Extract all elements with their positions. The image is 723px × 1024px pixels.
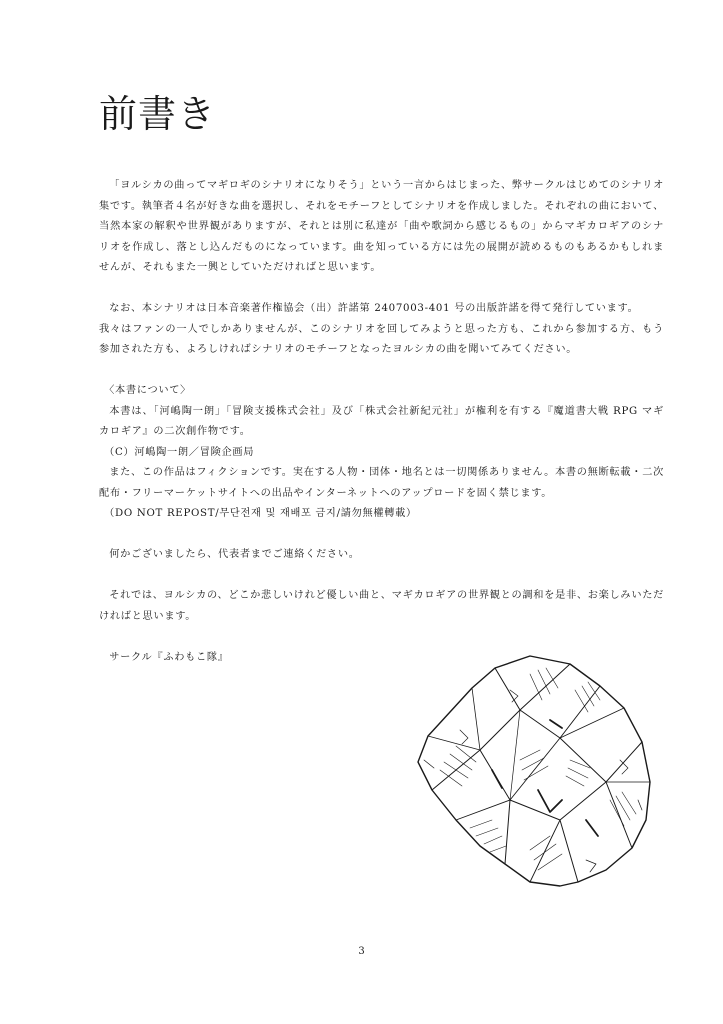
spacer — [99, 627, 664, 648]
spacer — [99, 566, 664, 587]
preface-body — [99, 176, 664, 668]
crumpled-paper-icon — [410, 650, 660, 900]
fiction-disclaimer: また、この作品はフィクションです。実在する人物・団体・地名とは一切関係ありません。本書の無断転載・二次配布・フリーマーケットサイトへの出品やインターネットへのアップロードを固く禁じます。 — [99, 467, 664, 499]
about-heading: 〈本書について〉 — [104, 385, 191, 396]
spacer — [99, 361, 664, 382]
page-title: 前書き — [99, 92, 217, 136]
fan-message-paragraph: 我々はファンの一人でしかありませんが、このシナリオを回してみようと思った方も、これから参加する方、もう参加された方も、よろしければシナリオのモチーフとなったヨルシカの曲を聞いてみてください。 — [99, 323, 664, 355]
closing-paragraph: それでは、ヨルシカの、どこか悲しいけれど優しい曲と、マギカロギアの世界観との調和を是非、お楽しみいただければと思います。 — [99, 590, 664, 622]
spacer — [99, 279, 664, 300]
intro-paragraph: 「ヨルシカの曲ってマギロギのシナリオになりそう」という一言からはじまった、弊サークルはじめてのシナリオ集です。執筆者４名が好きな曲を選択し、それをモチーフとしてシナリオを作成しました。それぞれの曲において、当然本家の解釈や世界観がありますが、それとは別に私達が「曲や歌詞から感じるもの」からマギカロギアのシナリオを作成し、落とし込んだものになっています。曲を知っている方には先の展開が読めるものもあるかもしれませんが、それもまた一興としていただければと思います。 — [99, 180, 664, 273]
permission-paragraph: なお、本シナリオは日本音楽著作権協会（出）許諾第 2407003-401 号の出版許諾を得て発行しています。 — [109, 303, 639, 314]
circle-signature: サークル『ふわもこ隊』 — [109, 651, 229, 663]
spacer — [99, 525, 664, 546]
contact-paragraph: 何かございましたら、代表者までご連絡ください。 — [109, 549, 360, 560]
copyright-line: （C）河嶋陶一朗／冒険企画局 — [104, 446, 255, 458]
no-repost-line: （DO NOT REPOST/무단전재 및 재배포 금지/請勿無權轉載） — [104, 508, 417, 519]
crumpled-paper-illustration — [410, 650, 660, 900]
derivative-notice: 本書は、「河嶋陶一朗」「冒険支援株式会社」及び「株式会社新紀元社」が権利を有する『魔道書大戦 RPG マギカロギア』の二次創作物です。 — [99, 405, 664, 437]
page-number: 3 — [358, 946, 365, 957]
